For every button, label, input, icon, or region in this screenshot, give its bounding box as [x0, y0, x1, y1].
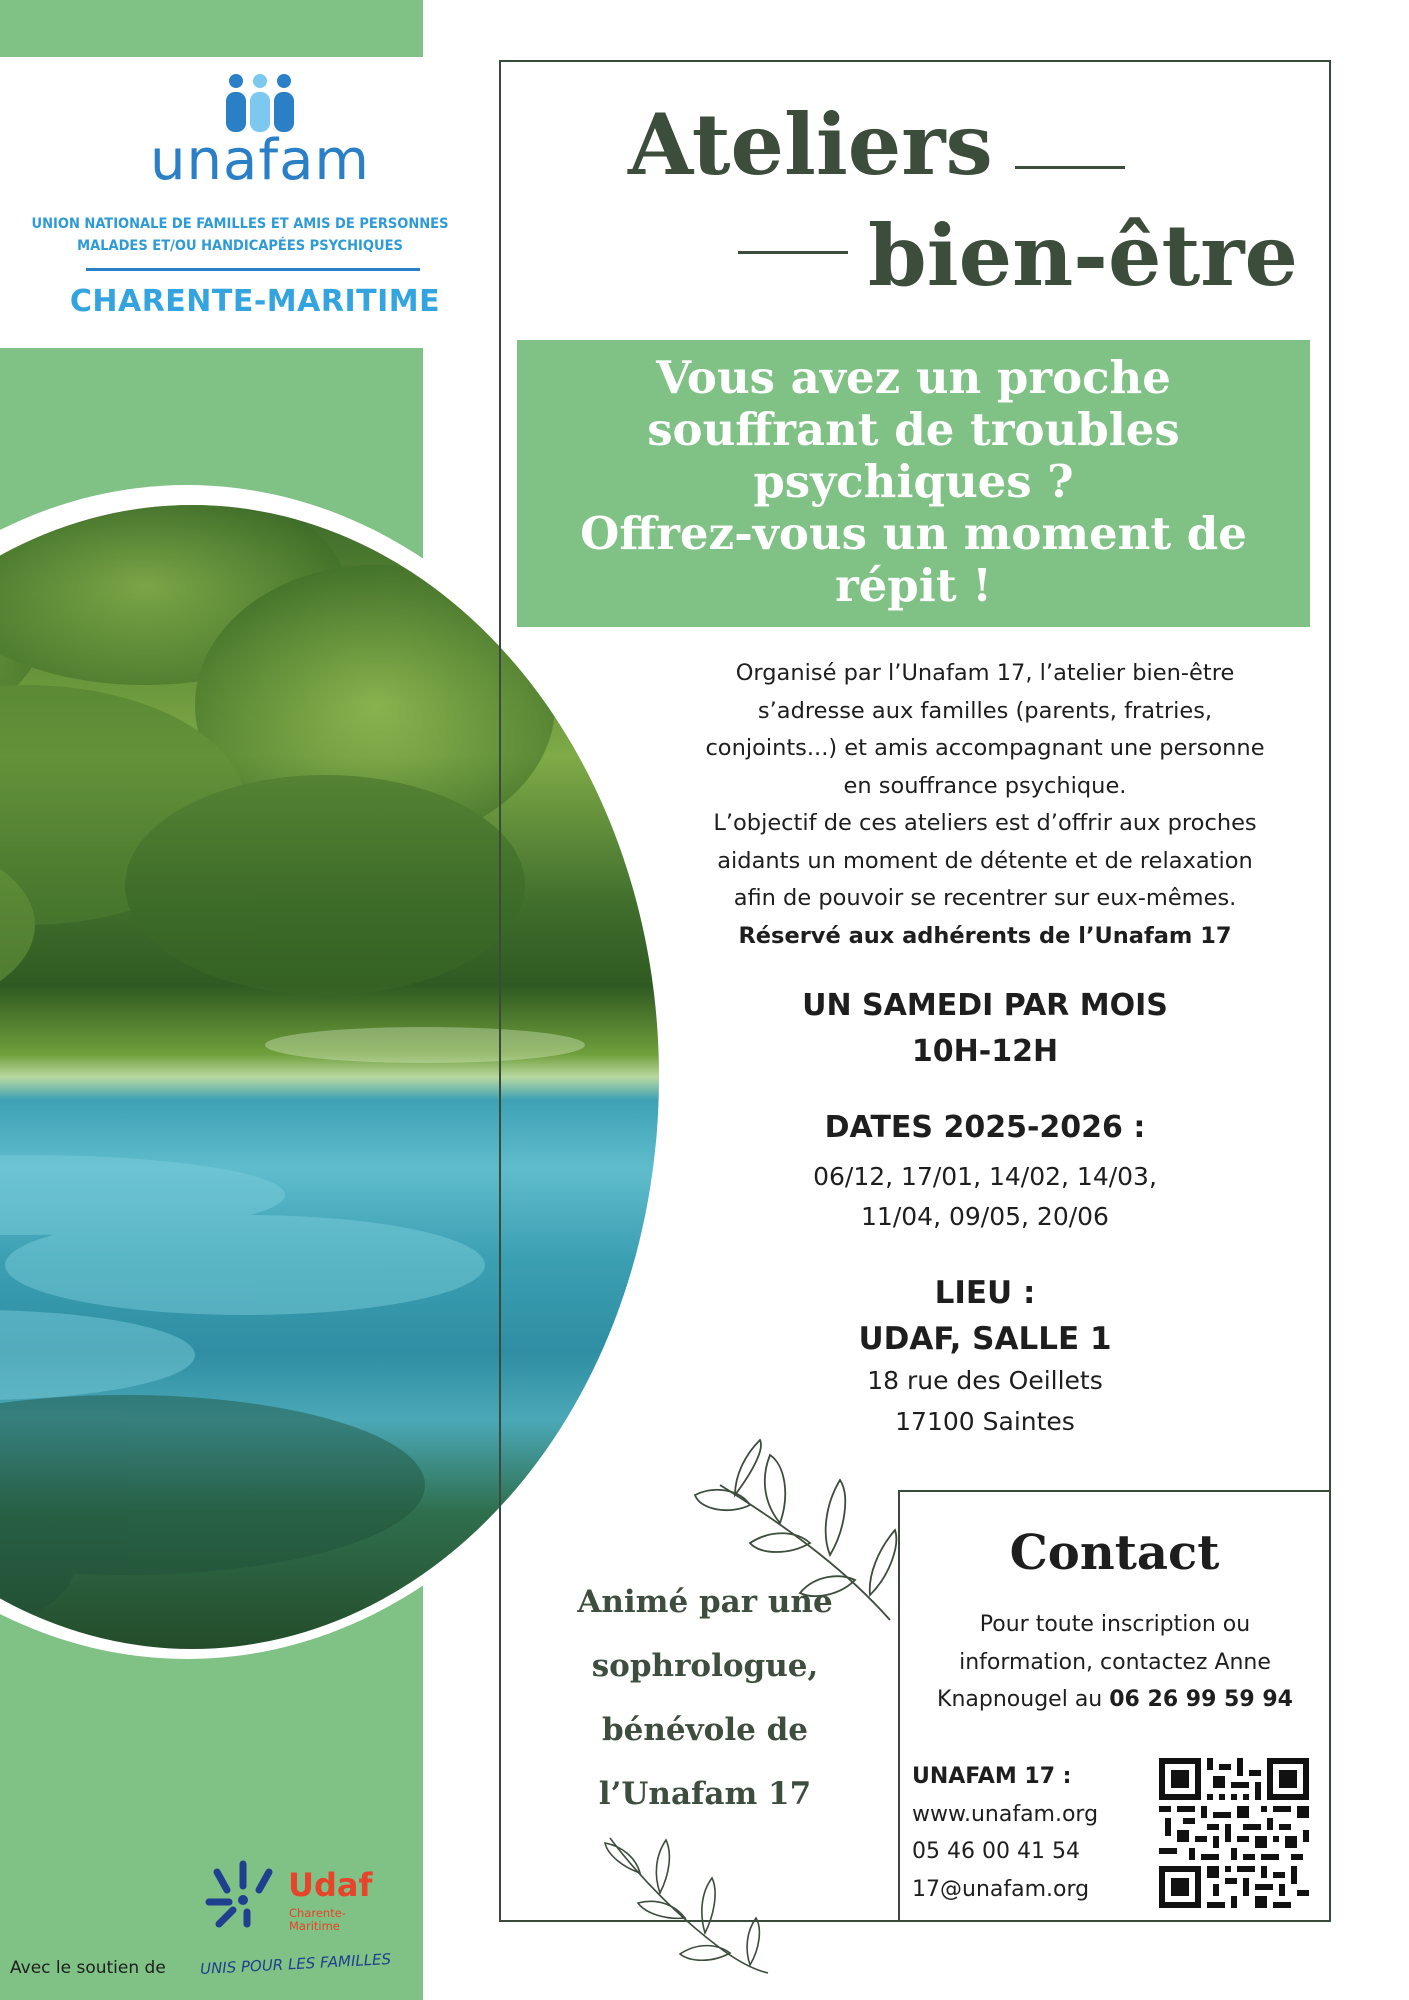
association-line-2: MALADES ET/OU HANDICAPÉES PSYCHIQUES: [77, 238, 403, 254]
reserved-note: Réservé aux adhérents de l’Unafam 17: [738, 922, 1232, 949]
unafam-people-logo-icon: [220, 72, 300, 136]
title-line-2: bien-être: [868, 206, 1298, 305]
description-line-6: aidants un moment de détente et de relaxation: [717, 847, 1253, 874]
org-contact: [912, 1758, 1098, 1908]
animator-line-4: l’Unafam 17: [598, 1776, 812, 1812]
schedule-frequency: UN SAMEDI PAR MOIS: [802, 988, 1168, 1023]
banner-line-5: répit !: [834, 559, 993, 612]
contact-line-3: [905, 1681, 1325, 1719]
leaf-branch-bottom-icon: [600, 1828, 770, 1978]
dates-line-1: 06/12, 17/01, 14/02, 14/03,: [813, 1162, 1157, 1191]
org-email[interactable]: 17@unafam.org: [912, 1876, 1090, 1902]
title-dash-1: [1015, 166, 1125, 169]
description-line-5: L’objectif de ces ateliers est d’offrir aux proches: [713, 810, 1257, 836]
schedule-hours: 10H-12H: [911, 1034, 1059, 1069]
udaf-logo-icon: [203, 1860, 283, 1932]
dates-list: [660, 1157, 1310, 1237]
contact-line-3-prefix: Knapnougel au: [937, 1687, 1110, 1712]
org-label: UNAFAM 17 :: [912, 1764, 1072, 1789]
contact-text: [905, 1606, 1325, 1719]
animator-line-1: Animé par une: [577, 1584, 833, 1620]
udaf-name: Udaf: [288, 1866, 373, 1904]
unafam-logo-word: unafam: [150, 128, 370, 193]
dates-title: DATES 2025-2026 :: [824, 1110, 1146, 1145]
banner-line-2: souffrant de troubles: [647, 403, 1180, 456]
udaf-region: [289, 1907, 346, 1933]
udaf-tagline: UNIS POUR LES FAMILLES: [199, 1950, 392, 1978]
animator-line-3: bénévole de: [601, 1712, 809, 1748]
logo-divider: [86, 268, 420, 271]
banner-line-1: Vous avez un proche: [656, 351, 1171, 404]
org-phone[interactable]: 05 46 00 41 54: [912, 1839, 1080, 1864]
description-line-1: Organisé par l’Unafam 17, l’atelier bien-être: [735, 660, 1235, 686]
animator-text: [540, 1570, 870, 1826]
location-address: [660, 1360, 1310, 1442]
banner-line-4: Offrez-vous un moment de: [580, 507, 1247, 560]
udaf-region-line-2: Maritime: [289, 1919, 340, 1933]
description: [660, 655, 1310, 955]
description-line-7: afin de pouvoir se recentrer sur eux-mêmes.: [733, 885, 1237, 911]
dates-line-2: 11/04, 09/05, 20/06: [861, 1202, 1109, 1231]
support-label: Avec le soutien de: [10, 1958, 166, 1978]
location-heading: [660, 1270, 1310, 1362]
title-line-1: Ateliers: [628, 95, 993, 194]
location-venue: UDAF, SALLE 1: [858, 1321, 1112, 1357]
title-dash-2: [738, 251, 848, 254]
org-website[interactable]: www.unafam.org: [912, 1801, 1099, 1827]
contact-line-2: information, contactez Anne: [959, 1649, 1271, 1675]
contact-title: Contact: [1009, 1525, 1220, 1581]
schedule: [660, 983, 1310, 1075]
animator-line-2: sophrologue,: [591, 1648, 819, 1684]
description-line-4: en souffrance psychique.: [843, 772, 1127, 799]
contact-phone[interactable]: 06 26 99 59 94: [1109, 1687, 1293, 1712]
description-line-3: conjoints...) et amis accompagnant une personne: [705, 735, 1265, 761]
contact-line-1: Pour toute inscription ou: [979, 1612, 1251, 1637]
location-city: 17100 Saintes: [895, 1407, 1075, 1436]
qr-code-icon[interactable]: [1159, 1758, 1309, 1908]
association-name: [20, 213, 460, 257]
udaf-region-line-1: Charente-: [289, 1906, 346, 1920]
location-title: LIEU :: [934, 1275, 1036, 1311]
location-street: 18 rue des Oeillets: [867, 1366, 1103, 1395]
banner-text: [517, 352, 1310, 612]
description-line-2: s’adresse aux familles (parents, fratries,: [757, 697, 1213, 724]
banner-line-3: psychiques ?: [753, 455, 1074, 508]
region-name: CHARENTE-MARITIME: [69, 284, 441, 319]
association-line-1: UNION NATIONALE DE FAMILLES ET AMIS DE PERSONNES: [31, 216, 449, 232]
green-band-top: [0, 0, 423, 57]
